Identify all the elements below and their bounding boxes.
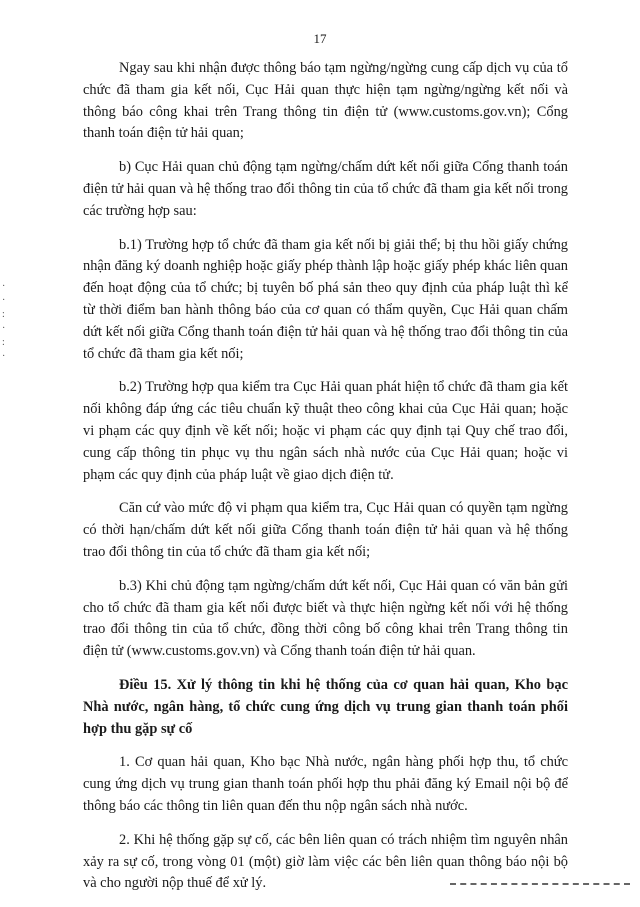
article-15-item-1: 1. Cơ quan hải quan, Kho bạc Nhà nước, ngân hàng phối hợp thu, tổ chức cung ứng dịch vụ trung gian thanh toán phối hợp thu phải đăng ký Email nội bộ để thông báo các thông tin liên quan đến thu nộp ngân sách nhà nước. — [83, 754, 568, 814]
paragraph-item-b: b) Cục Hải quan chủ động tạm ngừng/chấm dứt kết nối giữa Cổng thanh toán điện tử hải quan và hệ thống trao đổi thông tin của tổ chức đã tham gia kết nối trong các trường hợp sau: — [83, 159, 568, 219]
page-number: 17 — [313, 31, 327, 46]
paragraph-violation-basis: Căn cứ vào mức độ vi phạm qua kiểm tra, Cục Hải quan có quyền tạm ngừng có thời hạn/chấm dứt kết nối giữa Cổng thanh toán điện tử hải quan và hệ thống trao đổi thông tin của tổ chức đã tham gia kết nối; — [83, 500, 568, 560]
article-15-item-2: 2. Khi hệ thống gặp sự cố, các bên liên quan có trách nhiệm tìm nguyên nhân xảy ra sự cố, trong vòng 01 (một) giờ làm việc các bên liên quan thông báo nội bộ và cho người nộp thuế để xử lý. — [83, 831, 568, 892]
paragraph-item-b3: b.3) Khi chủ động tạm ngừng/chấm dứt kết nối, Cục Hải quan có văn bản gửi cho tổ chức đã tham gia kết nối được biết và thực hiện ngừng kết nối với hệ thống trao đổi thông tin của tổ chức, đồng thời công bố công khai trên Trang thông tin điện tử (www.customs.gov.vn) và Cổng thanh toán điện tử hải quan. — [83, 577, 568, 660]
scan-bottom-line — [450, 883, 630, 885]
paragraph-suspension-notice: Ngay sau khi nhận được thông báo tạm ngừng/ngừng cung cấp dịch vụ của tổ chức đã tham gia kết nối, Cục Hải quan thực hiện tạm ngừng/ngừng kết nối và thông báo công khai trên Trang thông tin điện tử (www.customs.gov.vn); Cổng thanh toán điện tử hải quan; — [83, 60, 568, 142]
paragraph-item-b1: b.1) Trường hợp tổ chức đã tham gia kết nối bị giải thể; bị thu hồi giấy chứng nhận đăng ký doanh nghiệp hoặc giấy phép thành lập hoặc giấy phép khác liên quan đến hoạt động của tổ chức; bị tuyên bố phá sản theo quy định của pháp luật thì kể từ thời điểm ban hành thông báo của cơ quan có thẩm quyền, Cục Hải quan chấm dứt kết nối giữa Cổng thanh toán điện tử hải quan và hệ thống trao đổi thông tin của tổ chức đã tham gia kết nối; — [83, 236, 568, 362]
scan-artifact-marks: · · : · : · — [2, 281, 6, 362]
article-15-heading: Điều 15. Xử lý thông tin khi hệ thống của cơ quan hải quan, Kho bạc Nhà nước, ngân hàng, tổ chức cung ứng dịch vụ trung gian thanh toán phối hợp thu gặp sự cố — [83, 676, 568, 737]
paragraph-item-b2: b.2) Trường hợp qua kiểm tra Cục Hải quan phát hiện tổ chức đã tham gia kết nối không đáp ứng các tiêu chuẩn kỹ thuật theo công khai của Cục Hải quan; hoặc vi phạm các quy định về kết nối; hoặc vi phạm các quy định tại Quy chế trao đổi, cung cấp thông tin phục vụ thu ngân sách nhà nước của Cục Hải quan; hoặc vi phạm các quy định của pháp luật về giao dịch điện tử. — [83, 379, 568, 483]
document-body — [83, 58, 568, 907]
